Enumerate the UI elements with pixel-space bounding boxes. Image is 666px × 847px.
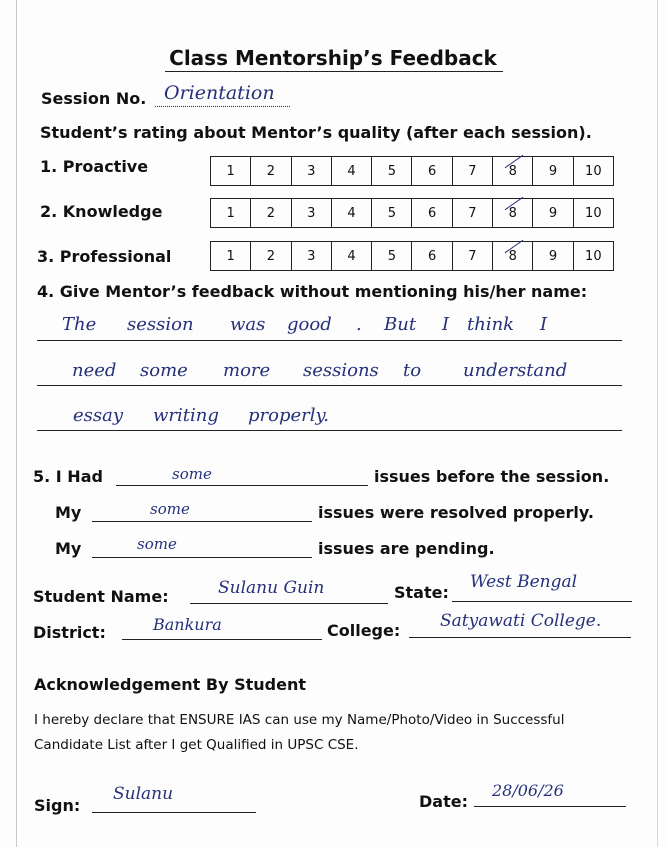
rating-option-8[interactable]: 8: [493, 242, 533, 270]
ack-text-line-2: Candidate List after I get Qualified in UPSC CSE.: [34, 737, 359, 753]
signature[interactable]: Sulanu: [113, 784, 174, 804]
sign-label: Sign:: [34, 796, 81, 815]
feedback-word: The: [62, 314, 97, 335]
rating-option-4[interactable]: 4: [332, 157, 372, 185]
college-label: College:: [327, 621, 401, 640]
resolved-suffix: issues were resolved properly.: [318, 503, 594, 522]
feedback-word: I: [442, 314, 450, 335]
pending-prefix: My: [55, 539, 82, 558]
student-name-underline: [190, 603, 388, 604]
resolved-underline: [92, 521, 312, 522]
feedback-word: I: [540, 314, 548, 335]
rating-option-10[interactable]: 10: [585, 248, 602, 264]
college-value[interactable]: Satyawati College.: [440, 611, 602, 631]
district-value[interactable]: Bankura: [153, 615, 222, 634]
rating-option-6[interactable]: 6: [412, 199, 452, 227]
feedback-line-1: [37, 340, 622, 341]
rating-option-9[interactable]: 9: [533, 157, 573, 185]
rating-option-2[interactable]: 2: [251, 157, 291, 185]
student-name-value[interactable]: Sulanu Guin: [218, 578, 325, 598]
form-title: Class Mentorship’s Feedback: [169, 46, 497, 70]
rating-option-1[interactable]: 1: [211, 199, 251, 227]
resolved-value[interactable]: some: [150, 500, 190, 518]
feedback-word: sessions: [303, 360, 379, 381]
rating-option-6[interactable]: 6: [412, 157, 452, 185]
rating-option-9[interactable]: 9: [533, 199, 573, 227]
feedback-word: session: [127, 314, 194, 335]
rating-option-3[interactable]: 3: [292, 242, 332, 270]
q5-suffix: issues before the session.: [374, 467, 610, 486]
rating-option-10[interactable]: 10: [585, 163, 602, 179]
district-label: District:: [33, 623, 106, 642]
rating-scale-proactive[interactable]: [210, 156, 614, 186]
title-underline: [165, 71, 503, 72]
rating-option-2[interactable]: 2: [251, 242, 291, 270]
rating-option-3[interactable]: 3: [292, 199, 332, 227]
state-value[interactable]: West Bengal: [470, 572, 578, 592]
rating-label-proactive: 1. Proactive: [40, 157, 149, 176]
resolved-prefix: My: [55, 503, 82, 522]
pending-underline: [92, 557, 312, 558]
feedback-word: writing: [153, 405, 219, 426]
q5-value[interactable]: some: [172, 465, 212, 483]
state-label: State:: [394, 583, 449, 602]
rating-option-5[interactable]: 5: [372, 199, 412, 227]
rating-option-9[interactable]: 9: [533, 242, 573, 270]
feedback-word: understand: [463, 360, 568, 381]
rating-option-1[interactable]: 1: [211, 157, 251, 185]
feedback-word: some: [140, 360, 188, 381]
paper-edge-left: [16, 0, 17, 847]
feedback-line-3: [37, 430, 622, 431]
rating-option-8[interactable]: 8: [493, 157, 533, 185]
rating-option-5[interactable]: 5: [372, 157, 412, 185]
feedback-line-2: [37, 385, 622, 386]
rating-option-1[interactable]: 1: [211, 242, 251, 270]
feedback-word: properly.: [248, 405, 329, 426]
q5-prefix: 5. I Had: [33, 467, 103, 486]
rating-option-4[interactable]: 4: [332, 199, 372, 227]
feedback-word: But: [384, 314, 417, 335]
ack-heading: Acknowledgement By Student: [34, 675, 306, 694]
rating-option-5[interactable]: 5: [372, 242, 412, 270]
pending-value[interactable]: some: [137, 535, 177, 553]
rating-option-6[interactable]: 6: [412, 242, 452, 270]
rating-option-8[interactable]: 8: [493, 199, 533, 227]
feedback-word: think: [467, 314, 515, 335]
feedback-word: need: [72, 360, 117, 381]
rating-option-7[interactable]: 7: [453, 242, 493, 270]
q5-underline: [116, 485, 368, 486]
state-underline: [452, 601, 632, 602]
student-name-label: Student Name:: [33, 587, 169, 606]
ack-text-line-1: I hereby declare that ENSURE IAS can use my Name/Photo/Video in Successful: [34, 712, 565, 728]
pending-suffix: issues are pending.: [318, 539, 495, 558]
date-label: Date:: [419, 792, 468, 811]
college-underline: [409, 637, 631, 638]
rating-heading: Student’s rating about Mentor’s quality (after each session).: [40, 123, 592, 142]
rating-label-knowledge: 2. Knowledge: [40, 202, 163, 221]
rating-scale-professional[interactable]: [210, 241, 614, 271]
rating-option-2[interactable]: 2: [251, 199, 291, 227]
session-underline: [155, 106, 290, 107]
feedback-word: to: [403, 360, 422, 381]
rating-option-7[interactable]: 7: [453, 157, 493, 185]
feedback-word: was: [230, 314, 266, 335]
date-value[interactable]: 28/06/26: [492, 781, 564, 800]
rating-option-3[interactable]: 3: [292, 157, 332, 185]
feedback-label: 4. Give Mentor’s feedback without mentioning his/her name:: [37, 282, 588, 301]
feedback-word: essay: [73, 405, 124, 426]
rating-scale-knowledge[interactable]: [210, 198, 614, 228]
feedback-word: good: [287, 314, 332, 335]
feedback-word: .: [356, 314, 362, 335]
paper-edge-right: [657, 0, 658, 847]
session-label: Session No.: [41, 89, 147, 108]
rating-option-7[interactable]: 7: [453, 199, 493, 227]
rating-label-professional: 3. Professional: [37, 247, 172, 266]
rating-option-10[interactable]: 10: [585, 205, 602, 221]
feedback-word: more: [223, 360, 271, 381]
date-underline: [474, 806, 626, 807]
sign-underline: [92, 812, 256, 813]
district-underline: [122, 639, 322, 640]
rating-option-4[interactable]: 4: [332, 242, 372, 270]
session-value[interactable]: Orientation: [164, 82, 275, 104]
